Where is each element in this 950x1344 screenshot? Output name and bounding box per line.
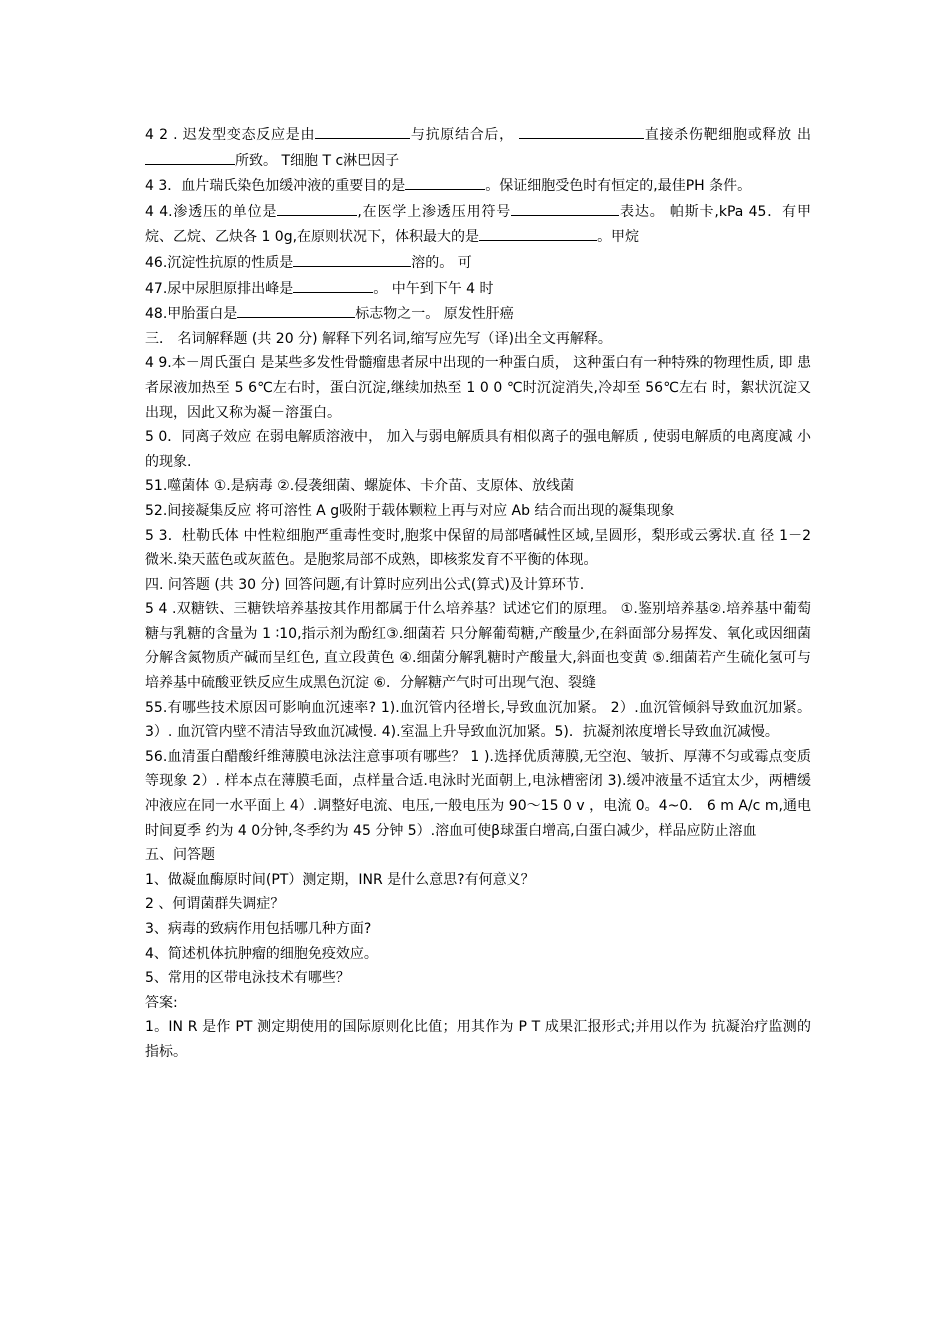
question-55: 55.有哪些技术原因可影响血沉速率? 1).血沉管内径增长,导致血沉加紧。 2）.血沉管倾斜导致血沉加紧。 3）. 血沉管内壁不清洁导致血沉减慢. 4).室温上升导致血沉加紧。5)．抗凝剂浓度增长导致血沉减慢。 xyxy=(145,699,811,741)
question-56: 56.血清蛋白醋酸纤维薄膜电泳法注意事项有哪些？ 1 ).选择优质薄膜,无空泡、皱折、厚薄不匀或霉点变质等现象 2）. 样本点在薄膜毛面，点样量合适.电泳时光面朝上,电泳槽密闭 3).缓冲液量不适宜太少，两槽缓冲液应在同一水平面上 4）.调整好电流、电压,一般电压为 90～15 0 v ，电流 0。4~0． 6 m A/c m,通电时间夏季 约为 4 0分钟,冬季约为 45 分钟 5）.溶血可使β球蛋白增高,白蛋白减少，样品应防止溶血 xyxy=(145,748,811,839)
question-42: 4 2 . 迟发型变态反应是由 与抗原结合后， 直接杀伤靶细胞或释放 出所致。 T细胞 T c淋巴因子 xyxy=(145,122,811,173)
answer-blank xyxy=(277,199,357,216)
answer-blank xyxy=(315,122,410,139)
section-5-item: 3、病毒的致病作用包括哪几种方面? xyxy=(145,921,372,937)
question-52: 52.间接凝集反应 将可溶性 A g吸附于载体颗粒上再与对应 Ab 结合而出现的凝集现象 xyxy=(145,502,675,519)
question-51: 51.噬菌体 ①.是病毒 ②.侵袭细菌、螺旋体、卡介苗、支原体、放线菌 xyxy=(145,478,575,495)
answer-blank xyxy=(237,301,355,318)
section-5-item: 2 、何谓菌群失调症？ xyxy=(145,896,285,913)
question-46: 46.沉淀性抗原的性质是 溶的。 可 xyxy=(145,250,811,276)
answer-label: 答案: xyxy=(145,994,178,1011)
question-50: 5 0．同离子效应 在弱电解质溶液中， 加入与弱电解质具有相似离子的强电解质 , 使弱电解质的电离度减 小的现象. xyxy=(145,429,811,470)
question-44-45: 4 4.渗透压的单位是 ,在医学上渗透压用符号 表达。 帕斯卡,kPa 45．有甲烷、乙烷、乙炔各 1 0g,在原则状况下，体积最大的是 。甲烷 xyxy=(145,199,811,250)
answer-blank xyxy=(519,122,644,139)
question-43: 4 3．血片瑞氏染色加缓冲液的重要目的是 。保证细胞受色时有恒定的,最佳PH 条件。 xyxy=(145,173,811,199)
answer-blank xyxy=(479,224,597,241)
question-53: 5 3．杜勒氏体 中性粒细胞严重毒性变时,胞浆中保留的局部嗜碱性区域,呈圆形，梨形或云雾状.直 径 1－2 微米.染天蓝色或灰蓝色。是胞浆局部不成熟，即核浆发育不平衡的体现。 xyxy=(145,527,811,569)
section-5-item: 4、简述机体抗肿瘤的细胞免疫效应。 xyxy=(145,945,378,962)
section-5-heading: 五、问答题 xyxy=(145,847,215,864)
section-5-item: 1、做凝血酶原时间(PT）测定期，INR 是什么意思?有何意义？ xyxy=(145,871,535,888)
answer-blank xyxy=(293,276,373,293)
answer-blank xyxy=(293,250,411,267)
section-3-heading: 三． 名词解释题 (共 20 分) 解释下列名词,缩写应先写（译)出全文再解释。 xyxy=(145,330,612,347)
question-54: 5 4 .双糖铁、三糖铁培养基按其作用都属于什么培养基？试述它们的原理。 ①.鉴别培养基②.培养基中葡萄糖与乳糖的含量为 1 ∶10,指示剂为酚红③.细菌若 只分解葡萄糖,产酸量少,在斜面部分易挥发、氧化或因细菌分解含氮物质产碱而呈红色, 直立段黄色 ④.细菌分解乳糖时产酸量大,斜面也变黄 ⑤.细菌若产生硫化氢可与培养基中硫酸亚铁反应生成黑色沉淀 ⑥．分解糖产气时可出现气泡、裂缝 xyxy=(145,601,811,692)
document-page xyxy=(145,122,811,1065)
answer-1: 1。IN R 是作 PT 测定期使用的国际原则化比值；用其作为 P T 成果汇报形式;并用以作为 抗凝治疗监测的指标。 xyxy=(145,1019,811,1060)
section-5-item: 5、常用的区带电泳技术有哪些？ xyxy=(145,970,350,987)
question-49: 4 9.本－周氏蛋白 是某些多发性骨髓瘤患者尿中出现的一种蛋白质， 这种蛋白有一种特殊的物理性质, 即 患者尿液加热至 5 6℃左右时，蛋白沉淀,继续加热至 1 0 0 ℃时沉淀消失,冷却至 56℃左右 时，絮状沉淀又出现，因此又称为凝－溶蛋白。 xyxy=(145,355,811,421)
answer-blank xyxy=(511,199,619,216)
question-47: 47.尿中尿胆原排出峰是 。 中午到下午 4 时 xyxy=(145,276,811,302)
answer-blank xyxy=(145,148,235,165)
section-4-heading: 四. 问答题 (共 30 分) 回答问题,有计算时应列出公式(算式)及计算环节. xyxy=(145,576,585,593)
answer-blank xyxy=(405,173,485,190)
question-48: 48.甲胎蛋白是 标志物之一。 原发性肝癌 xyxy=(145,301,811,327)
